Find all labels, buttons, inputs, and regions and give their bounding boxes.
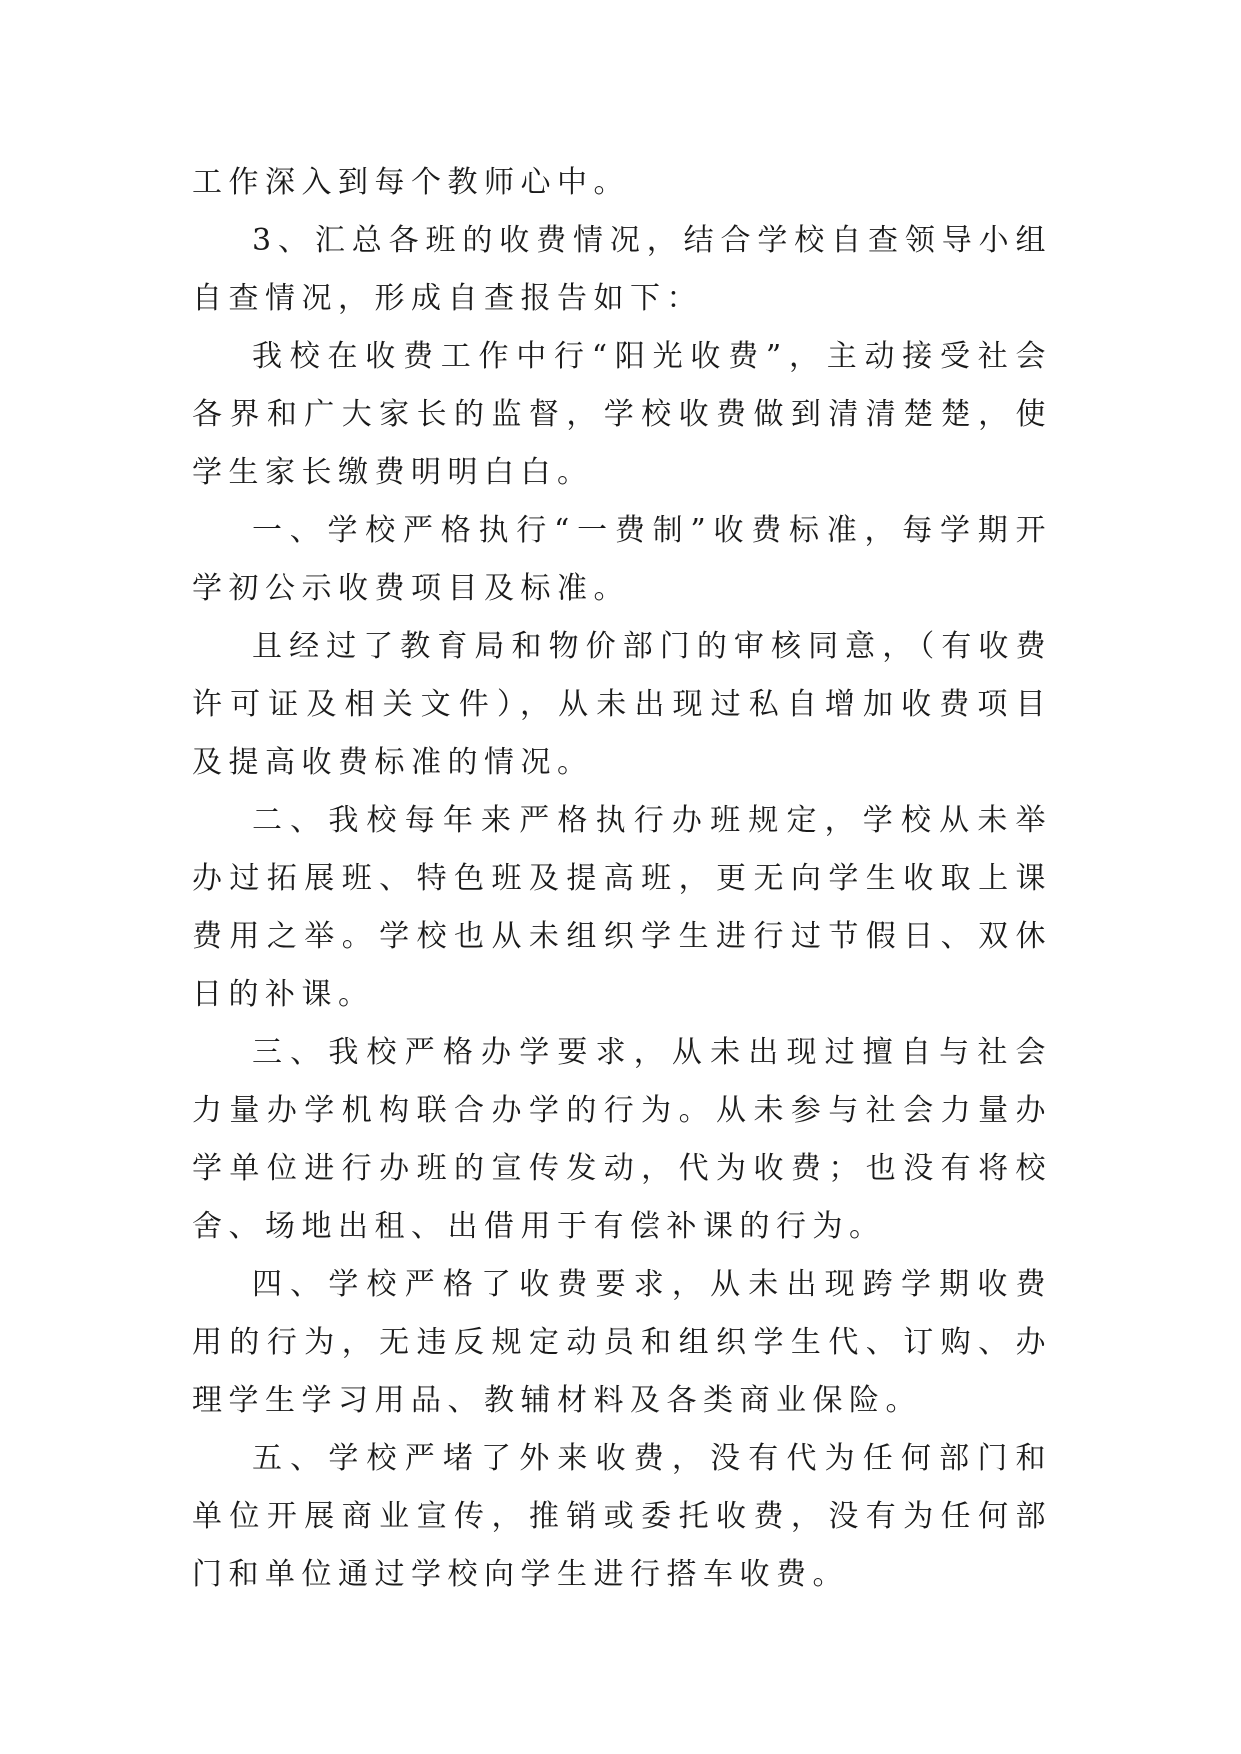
document-body — [192, 154, 1052, 1604]
paragraph-sunshine-fees: 我校在收费工作中行“阳光收费”，主动接受社会各界和广大家长的监督，学校收费做到清清楚楚，使学生家长缴费明明白白。 — [192, 339, 1052, 490]
paragraph-item-three: 三、我校严格办学要求，从未出现过擅自与社会力量办学机构联合办学的行为。从未参与社会力量办学单位进行办班的宣传发动，代为收费；也没有将校舍、场地出租、出借用于有偿补课的行为。 — [192, 1035, 1052, 1244]
paragraph-approval: 且经过了教育局和物价部门的审核同意，（有收费许可证及相关文件），从未出现过私自增加收费项目及提高收费标准的情况。 — [192, 629, 1052, 780]
paragraph-continuation: 工作深入到每个教师心中。 — [192, 165, 630, 200]
paragraph-item-two: 二、我校每年来严格执行办班规定，学校从未举办过拓展班、特色班及提高班，更无向学生收取上课费用之举。学校也从未组织学生进行过节假日、双休日的补课。 — [192, 803, 1052, 1012]
paragraph-item-five: 五、学校严堵了外来收费，没有代为任何部门和单位开展商业宣传，推销或委托收费，没有为任何部门和单位通过学校向学生进行搭车收费。 — [192, 1441, 1052, 1592]
paragraph-summary-intro: 3、汇总各班的收费情况，结合学校自查领导小组自查情况，形成自查报告如下： — [192, 223, 1052, 316]
paragraph-item-one: 一、学校严格执行“一费制”收费标准，每学期开学初公示收费项目及标准。 — [192, 513, 1052, 606]
paragraph-item-four: 四、学校严格了收费要求，从未出现跨学期收费用的行为，无违反规定动员和组织学生代、订购、办理学生学习用品、教辅材料及各类商业保险。 — [192, 1267, 1052, 1418]
